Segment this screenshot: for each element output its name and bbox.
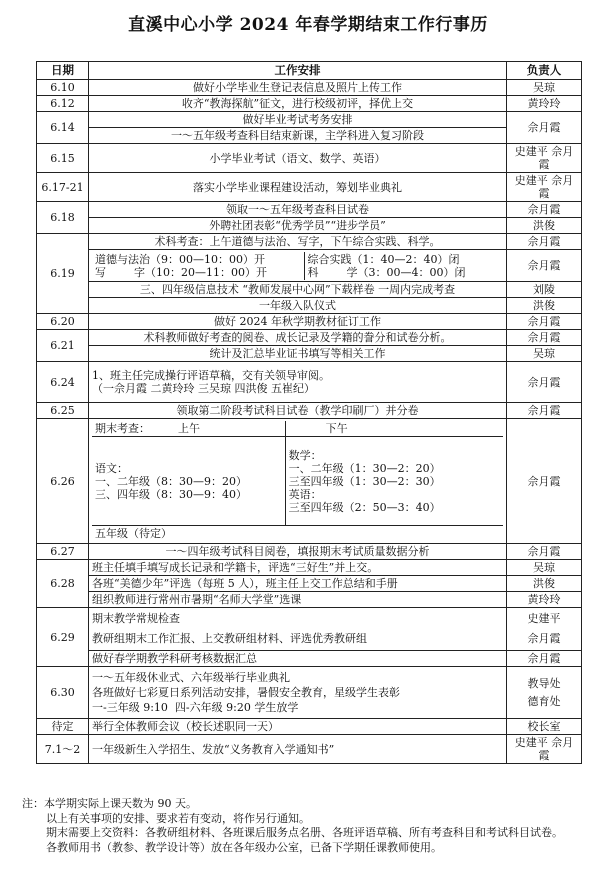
task-line: 期末教学常规检查: [92, 612, 180, 625]
task-line: （一佘月霞 二黄玲玲 三吴琼 四洪俊 五崔纪）: [92, 382, 315, 395]
row-owner: 佘月霞: [507, 362, 582, 403]
note-line: 以上有关事项的安排、要求若有变动，将作另行通知。: [46, 811, 310, 825]
row-task: 术科教师做好考查的阅卷、成长记录及学籍的誊分和试卷分析。: [89, 330, 507, 346]
subject-time: 写 字（10：20—11：00）开: [95, 265, 267, 279]
row-owner: 佘月霞: [507, 419, 582, 544]
row-owner: 黄玲玲: [507, 96, 582, 112]
row-owner: [507, 667, 582, 719]
row-task: 一年级新生入学招生、发放“义务教育入学通知书”: [89, 735, 507, 764]
row-date: 6.28: [37, 560, 89, 608]
row-owner: 佘月霞: [507, 544, 582, 560]
owner-line: 史建平: [527, 612, 561, 625]
row-owner: 史建平 佘月霞: [507, 735, 582, 764]
table-row: [37, 419, 582, 544]
row-owner: 佘月霞: [507, 202, 582, 218]
exam-header-pm: 下午: [325, 422, 348, 435]
table-row: [37, 330, 582, 346]
row-date: 6.25: [37, 403, 89, 419]
table-row: [37, 234, 582, 250]
row-task: 外聘社团表彰“优秀学员”“进步学员”: [89, 218, 507, 234]
row-owner: 洪俊: [507, 218, 582, 234]
note-line: 注：本学期实际上课天数为 90 天。: [22, 797, 197, 810]
row-task: 领取第二阶段考试科目试卷（教学印刷厂）并分卷: [89, 403, 507, 419]
table-row: [37, 667, 582, 719]
row-owner: 洪俊: [507, 298, 582, 314]
exam-time: 三至四年级（2：50—3：40）: [288, 500, 441, 514]
row-task: [89, 362, 507, 403]
row-task: 做好毕业考试考务安排: [89, 112, 507, 128]
row-task-split: [89, 250, 507, 282]
row-task: 班主任填手填写成长记录和学籍卡，评选“三好生”并上交。: [89, 560, 507, 576]
row-date: 6.24: [37, 362, 89, 403]
table-row: [37, 128, 582, 144]
task-line: 一～五年级休业式、六年级举行毕业典礼: [92, 671, 290, 684]
table-row: [37, 282, 582, 298]
row-task: 收齐“教海探航”征文，进行校级初评，择优上交: [89, 96, 507, 112]
row-task: 三、四年级信息技术 “教师发展中心网”下载样卷 一周内完成考查: [89, 282, 507, 298]
task-line: 一-三年级 9:10 四-六年级 9:20 学生放学: [92, 701, 299, 714]
exam-header-am: 期末考查： 上午: [95, 422, 200, 435]
table-row: [37, 144, 582, 173]
row-owner: 佘月霞: [507, 314, 582, 330]
exam-time: 三至四年级（1：30—2：30）: [288, 474, 441, 488]
row-task: 各班“美德少年”评选（每班 5 人），班主任上交工作总结和手册: [89, 576, 507, 592]
row-date: 6.18: [37, 202, 89, 234]
row-date: 6.29: [37, 608, 89, 667]
exam-subject: 数学：: [288, 448, 322, 462]
row-task: [89, 608, 507, 651]
exam-footer: 五年级（待定）: [95, 527, 172, 540]
row-task: 一～五年级考查科目结束新课，主学科进入复习阶段: [89, 128, 507, 144]
row-task: 落实小学毕业课程建设活动，筹划毕业典礼: [89, 173, 507, 202]
table-row: [37, 576, 582, 592]
table-row: [37, 719, 582, 735]
row-owner: 校长室: [507, 719, 582, 735]
row-owner: 吴琼: [507, 346, 582, 362]
row-task: 做好 2024 年秋学期教材征订工作: [89, 314, 507, 330]
owner-line: 德育处: [527, 694, 561, 708]
task-line: 各班做好七彩夏日系列活动安排，暑假安全教育，星级学生表彰: [92, 686, 400, 699]
owner-line: 佘月霞: [527, 632, 561, 645]
exam-schedule: [89, 419, 507, 544]
row-owner: 黄玲玲: [507, 592, 582, 608]
table-row: [37, 544, 582, 560]
row-task: 术科考查：上午道德与法治、写字，下午综合实践、科学。: [89, 234, 507, 250]
row-task: 做好小学毕业生登记表信息及照片上传工作: [89, 80, 507, 96]
row-owner: 佘月霞: [507, 330, 582, 346]
row-date: 6.30: [37, 667, 89, 719]
row-owner: 吴琼: [507, 80, 582, 96]
task-line: 教研组期末工作汇报、上交教研组材料、评选优秀教研组: [92, 632, 367, 645]
row-date: 6.26: [37, 419, 89, 544]
task-line: 1、班主任完成操行评语草稿，交有关领导审阅。: [92, 369, 330, 382]
row-owner: 佘月霞: [507, 250, 582, 282]
table-row: [37, 250, 582, 282]
page-title: 直溪中心小学 2024 年春学期结束工作行事历: [128, 15, 488, 35]
row-task: 组织教师进行常州市暑期“名师大学堂”选课: [89, 592, 507, 608]
row-owner: 佘月霞: [507, 234, 582, 250]
row-date: 6.19: [37, 234, 89, 314]
exam-time: 三、四年级（8：30—9：40）: [95, 487, 247, 501]
row-owner: 史建平 佘月霞: [507, 144, 582, 173]
table-row: [37, 112, 582, 128]
row-owner: [507, 608, 582, 651]
row-date: 6.21: [37, 330, 89, 362]
header-date: 日期: [37, 62, 89, 80]
exam-subject: 语文：: [95, 461, 128, 475]
exam-time: 一、二年级（8：30—9：20）: [95, 474, 247, 488]
table-row: [37, 80, 582, 96]
row-date: 6.12: [37, 96, 89, 112]
row-date: 6.15: [37, 144, 89, 173]
subject-time: 科 学（3：00—4：00）闭: [307, 265, 466, 279]
owner-line: 教导处: [527, 676, 561, 690]
table-row: [37, 298, 582, 314]
table-row: [37, 202, 582, 218]
row-owner: 吴琼: [507, 560, 582, 576]
row-owner: 洪俊: [507, 576, 582, 592]
table-row: [37, 735, 582, 764]
row-task: 举行全体教师会议（校长述职同一天）: [89, 719, 507, 735]
row-owner: 刘陵: [507, 282, 582, 298]
row-date: 6.20: [37, 314, 89, 330]
row-date: 6.14: [37, 112, 89, 144]
row-task: 做好春学期教学科研考核数据汇总: [89, 651, 507, 667]
subject-time: 综合实践（1：40—2：40）闭: [307, 252, 460, 266]
schedule-table: [36, 61, 582, 764]
header-owner: 负责人: [507, 62, 582, 80]
exam-subject: 英语：: [288, 487, 322, 501]
table-header-row: [37, 62, 582, 80]
table-row: [37, 218, 582, 234]
table-row: [37, 560, 582, 576]
row-date: 待定: [37, 719, 89, 735]
note-line: 期末需要上交资料：各教研组材料、各班课后服务点名册、各班评语草稿、所有考查科目和考试科目试卷。: [46, 826, 563, 839]
row-owner: 佘月霞: [507, 403, 582, 419]
table-row: [37, 314, 582, 330]
table-row: [37, 592, 582, 608]
header-task: 工作安排: [89, 62, 507, 80]
row-task: 一年级入队仪式: [89, 298, 507, 314]
table-row: [37, 608, 582, 651]
row-date: 7.1～2: [37, 735, 89, 764]
row-owner: 佘月霞: [507, 112, 582, 144]
row-owner: 史建平 佘月霞: [507, 173, 582, 202]
row-task: [89, 667, 507, 719]
row-task: 一～四年级考试科目阅卷，填报期末考试质量数据分析: [89, 544, 507, 560]
footnotes: [22, 797, 612, 855]
row-owner: 佘月霞: [507, 651, 582, 667]
table-row: [37, 346, 582, 362]
row-task: 统计及汇总毕业证书填写等相关工作: [89, 346, 507, 362]
row-date: 6.17-21: [37, 173, 89, 202]
exam-time: 一、二年级（1：30—2：20）: [288, 461, 441, 475]
row-task: 小学毕业考试（语文、数学、英语）: [89, 144, 507, 173]
row-date: 6.10: [37, 80, 89, 96]
table-row: [37, 173, 582, 202]
note-line: 各教师用书（教参、教学设计等）放在各年级办公室，已备下学期任课教师使用。: [46, 840, 442, 854]
subject-time: 道德与法治（9：00—10：00）开: [95, 252, 265, 266]
row-date: 6.27: [37, 544, 89, 560]
table-row: [37, 96, 582, 112]
table-row: [37, 362, 582, 403]
table-row: [37, 403, 582, 419]
table-row: [37, 651, 582, 667]
row-task: 领取一～五年级考查科目试卷: [89, 202, 507, 218]
